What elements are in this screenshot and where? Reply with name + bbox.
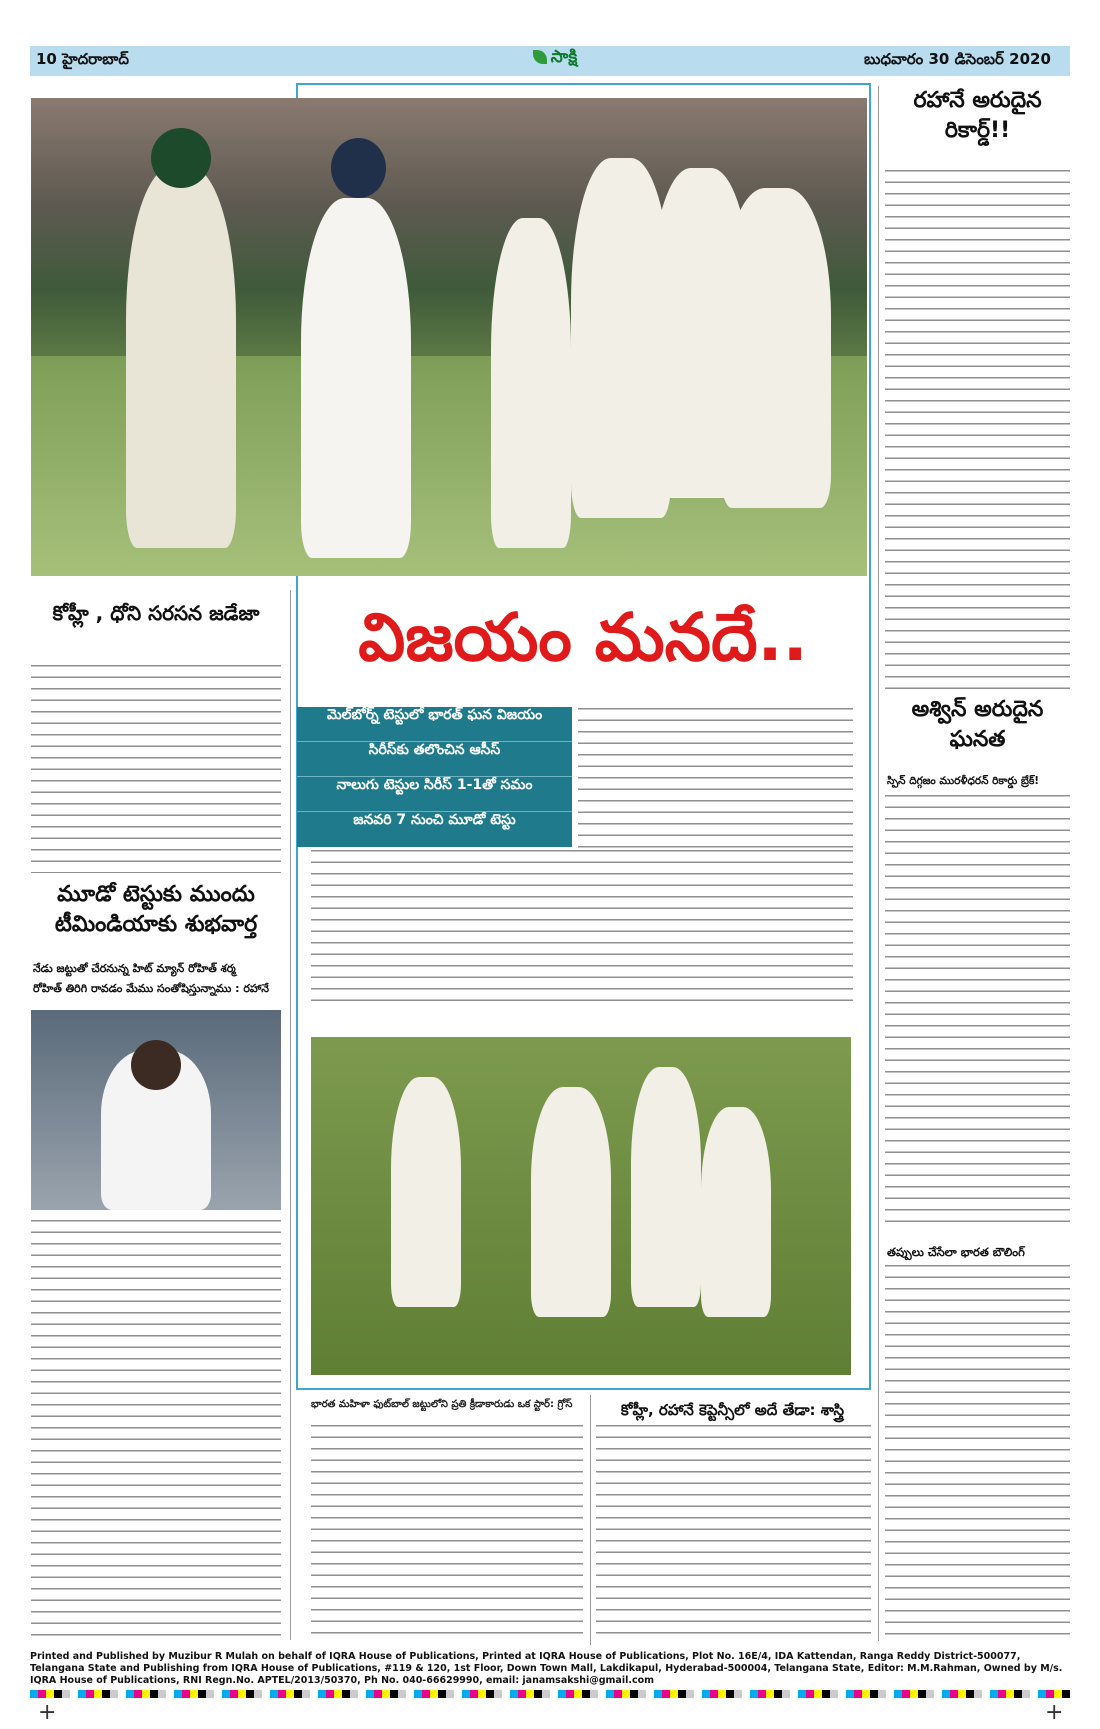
main-match-photo (31, 98, 867, 576)
masthead-text: సాక్షి (550, 47, 578, 67)
masthead-logo (505, 47, 605, 73)
main-story-text (578, 708, 853, 848)
footer-imprint: Printed and Published by Muzibur R Mulah on behalf of IQRA House of Publications, Printed at IQRA House of Publications, Plot No. 16E/4, IDA Kattendan, Ranga Reddy District-500077, Telangana State and Publishing from IQRA House of Publications, #119 & 120, 1st Floor, Down Town Mall, Lakdikapul, Hyderabad-500004, Telangana State, Editor: M.M.Rahman, Owned by M/s. IQRA House of Publications, RNI Regn.No. APTEL/2013/50370, Ph No. 040-66629990, email: janamsakshi@gmail.com (30, 1651, 1063, 1686)
kohli-dhoni-text (31, 665, 281, 873)
leaf-icon (533, 50, 547, 64)
womens-football-text (311, 1425, 583, 1643)
ashwin-subhead: స్పిన్ దిగ్గజం మురళీధరన్ రికార్డు బ్రేక్! (887, 775, 1040, 787)
shastri-title: కోహ్లీ, రహానే కెప్టెన్సీలో అదే తేడా: శాస్త్రి (620, 1401, 845, 1419)
rohit-sharma-photo (31, 1010, 281, 1210)
player-figure (721, 188, 831, 508)
womens-football-caption: భారత మహిళా ఫుట్‌బాల్ జట్టులోని ప్రతి క్రీడాకారుడు ఒక స్టార్: గ్రోస్ (311, 1399, 573, 1410)
team-celebration-photo (311, 1037, 851, 1375)
player-figure (631, 1067, 701, 1307)
player-figure (531, 1087, 611, 1317)
highlight-box (297, 707, 572, 847)
bowling-text (885, 1265, 1070, 1640)
kohli-dhoni-title: కోహ్లీ , ధోని సరసన జడేజా (52, 601, 260, 625)
player-figure (301, 198, 411, 558)
crop-mark-icon: + (38, 1700, 57, 1725)
ashwin-text (885, 795, 1070, 1230)
highlight-line: నాలుగు టెస్టుల సిరీస్ 1-1తో సమం (297, 777, 572, 812)
player-head (131, 1040, 181, 1090)
main-headline: విజయం మనదే.. (358, 599, 808, 676)
rahane-text (885, 170, 1070, 690)
third-test-text (31, 1220, 281, 1640)
crop-mark-icon: + (1045, 1700, 1064, 1725)
player-figure (126, 168, 236, 548)
player-helmet (331, 138, 386, 198)
dateline: బుధవారం 30 డిసెంబర్ 2020 (864, 50, 1051, 68)
column-divider (590, 1395, 591, 1645)
main-story-text (311, 850, 853, 1010)
highlight-line: సిరీస్‌కు తలొంచిన ఆసీస్ (297, 742, 572, 777)
rahane-title: రహానే అరుదైన రికార్డ్!! (913, 88, 1042, 143)
column-divider (290, 590, 291, 1640)
player-figure (391, 1077, 461, 1307)
highlight-line: జనవరి 7 నుంచి మూడో టెస్టు (353, 812, 516, 828)
third-test-subhead: నేడు జట్టుతో చేరనున్న హిట్ మ్యాన్ రోహిత్ శర్మ (33, 962, 236, 975)
third-test-title: మూడో టెస్టుకు ముందు టీమిండియాకు శుభవార్త (54, 882, 258, 937)
ashwin-title: అశ్విన్ అరుదైన ఘనత (911, 697, 1044, 752)
bowling-title: తప్పులు చేసేలా భారత బౌలింగ్ (887, 1245, 1025, 1259)
player-figure (701, 1107, 771, 1317)
third-test-subhead: రోహిత్ తిరిగి రావడం మేము సంతోషిస్తున్నాము : రహానే (33, 982, 270, 995)
player-figure (491, 218, 571, 548)
highlight-line: మెల్‌బోర్న్ టెస్టులో భారత్ ఘన విజయం (297, 707, 572, 742)
print-color-bar (30, 1690, 1070, 1698)
page-number: 10 హైదరాబాద్ (36, 50, 129, 68)
column-divider (878, 86, 879, 1641)
player-helmet (151, 128, 211, 188)
shastri-text (596, 1425, 871, 1643)
